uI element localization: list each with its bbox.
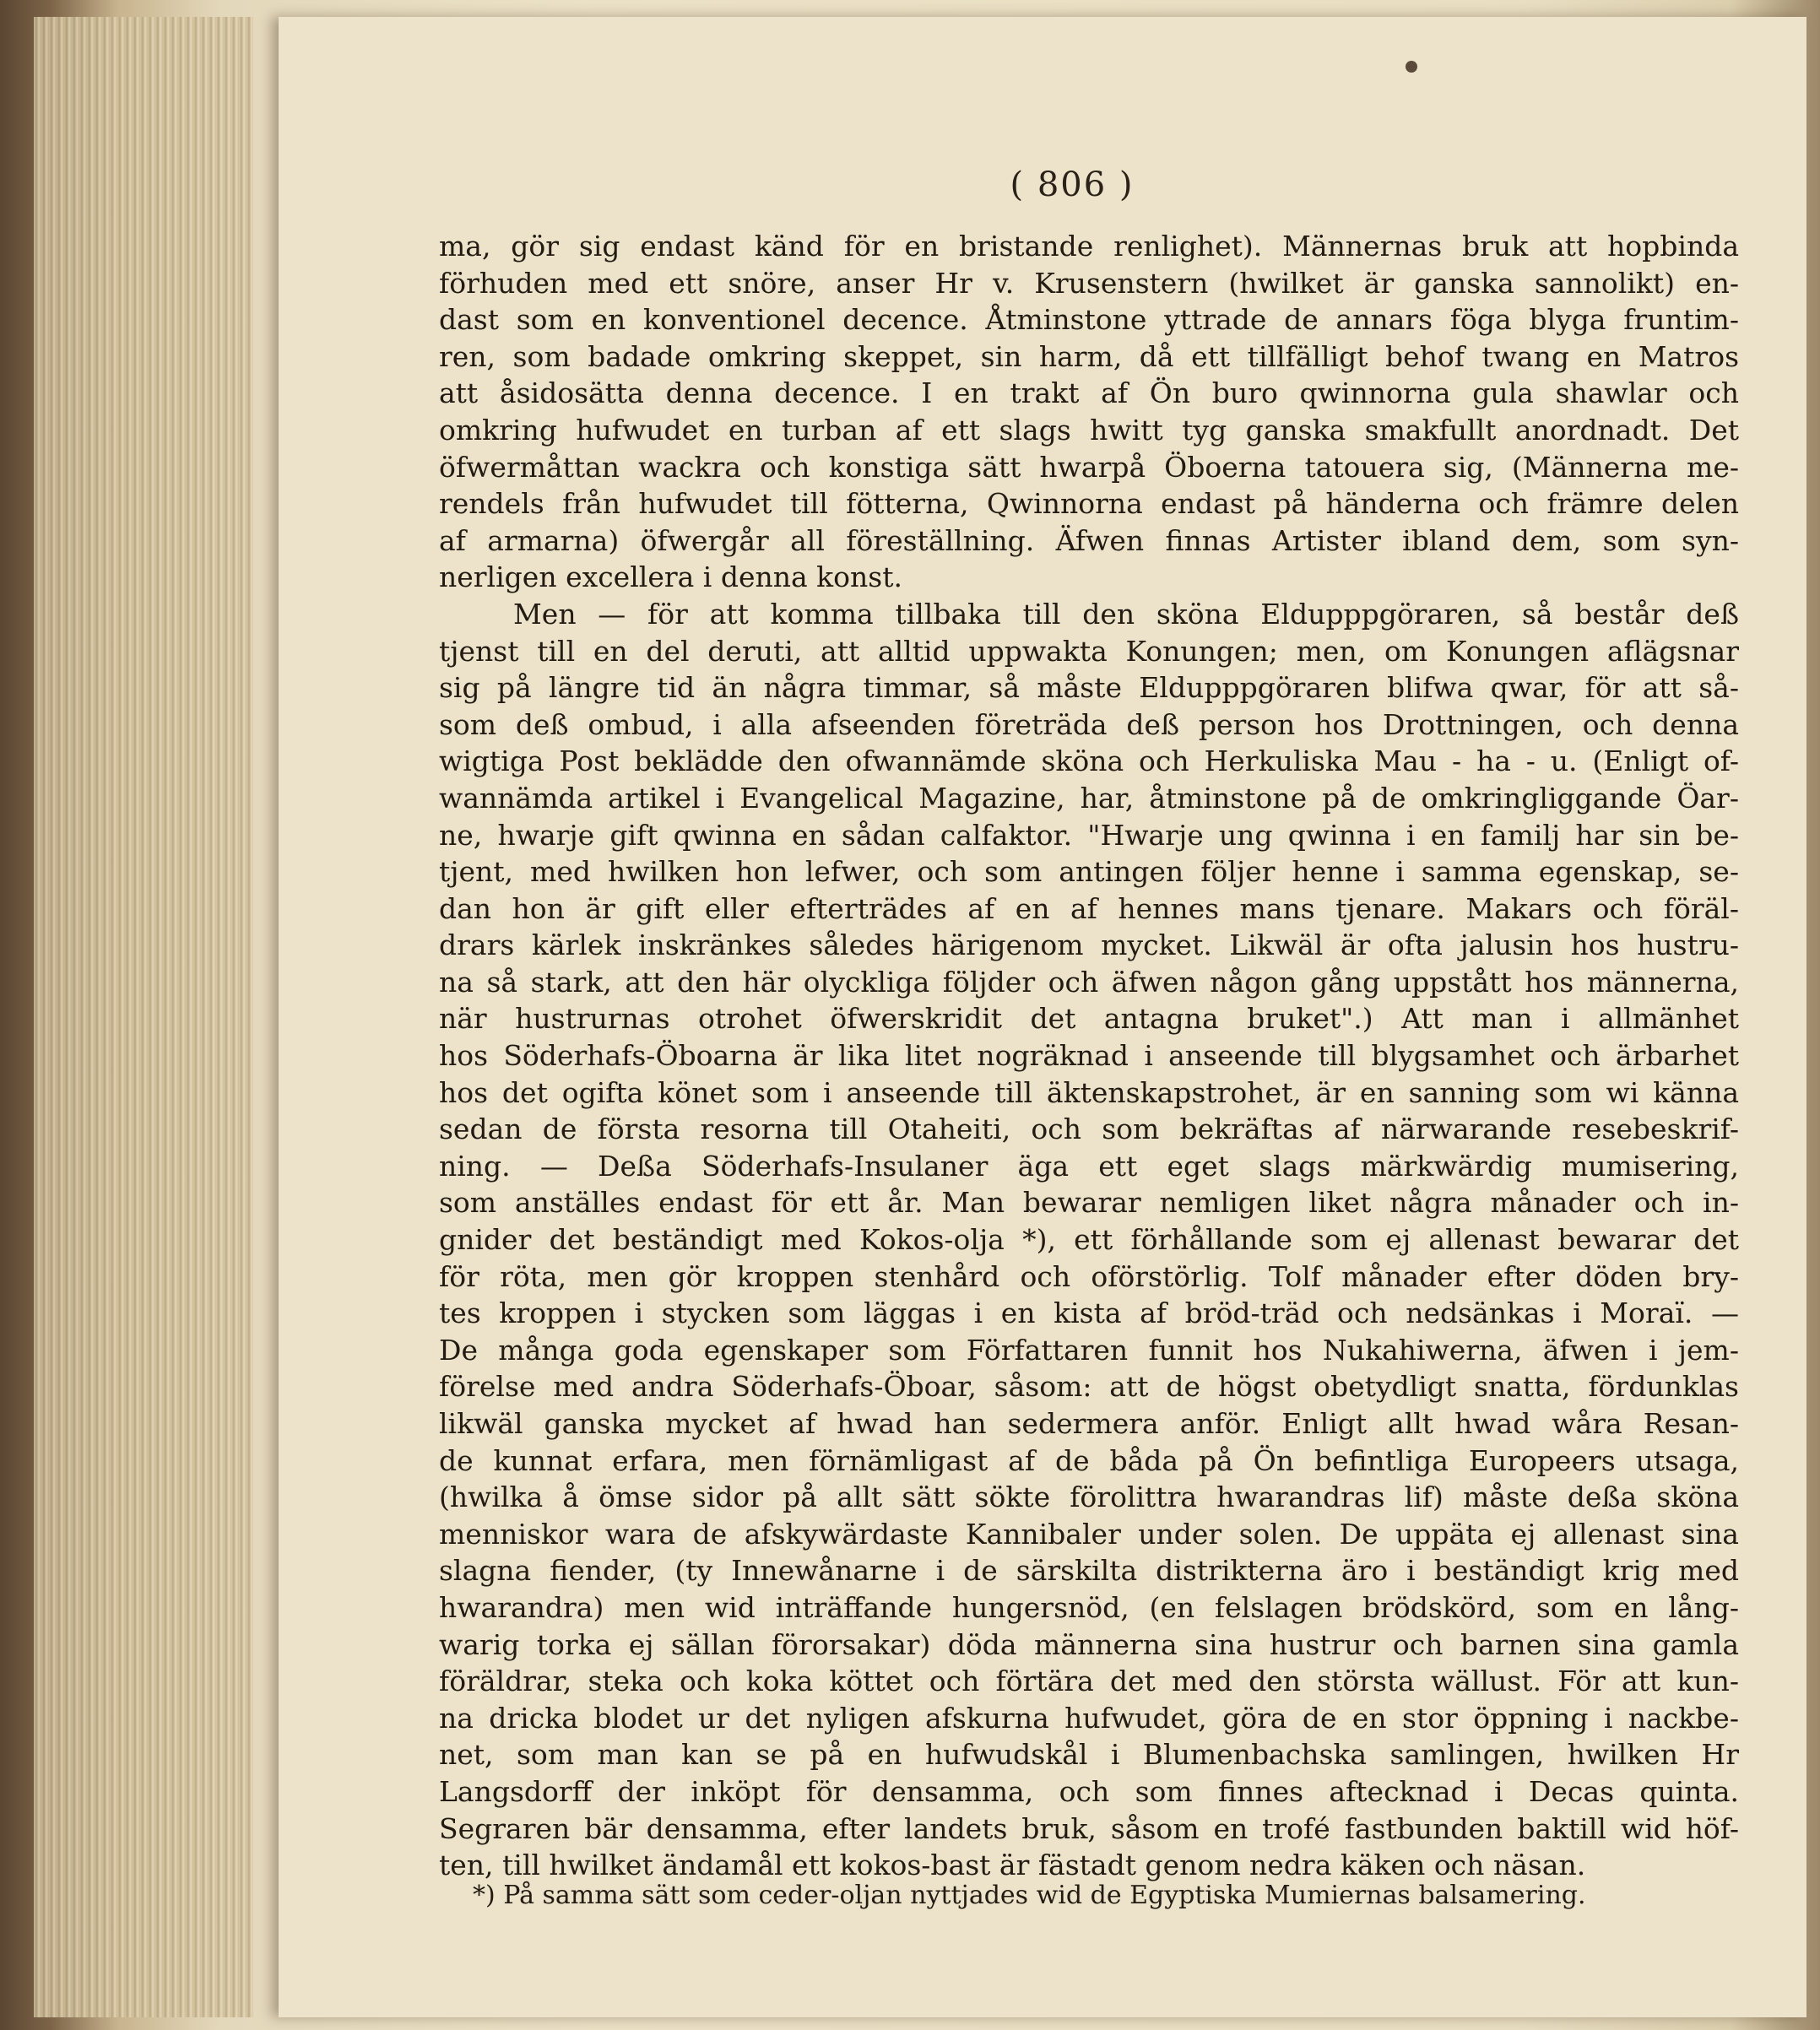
text-line: Langsdorff der inköpt för densamma, och som finnes aftecknad i Decas quinta. <box>439 1774 1739 1808</box>
text-line: net, som man kan se på en hufwudskål i Blumenbachska samlingen, hwilken Hr <box>439 1738 1739 1772</box>
text-line: tjent, med hwilken hon lefwer, och som antingen följer henne i samma egenskap, se- <box>439 855 1739 889</box>
text-line: föräldrar, steka och koka köttet och förtära det med den största wällust. För att kun- <box>439 1665 1739 1698</box>
text-line: ren, som badade omkring skeppet, sin harm, då ett tillfälligt behof twang en Matros <box>439 339 1739 373</box>
footnote: *) På samma sätt som ceder-oljan nyttjades wid de Egyptiska Mumiernas balsamering. <box>473 1881 1586 1910</box>
page-number-header: ( 806 ) <box>1010 165 1135 204</box>
text-line: Men — för att komma tillbaka till den sköna Eldupppgöraren, så består deß <box>513 597 1739 631</box>
text-line: hos det ogifta könet som i anseende till äktenskapstrohet, är en sanning som wi känna <box>439 1075 1739 1109</box>
text-line: sig på längre tid än några timmar, så måste Eldupppgöraren blifwa qwar, för att så- <box>439 671 1739 705</box>
text-line: när hustrurnas otrohet öfwerskridit det antagna bruket".) Att man i allmänhet <box>439 1002 1739 1036</box>
text-line: att åsidosätta denna decence. I en trakt af Ön buro qwinnorna gula shawlar och <box>439 376 1739 410</box>
text-line: ne, hwarje gift qwinna en sådan calfaktor. "Hwarje ung qwinna i en familj har sin be- <box>439 818 1739 852</box>
text-line: sedan de första resorna till Otaheiti, och som bekräftas af närwarande resebeskrif- <box>439 1112 1739 1146</box>
text-line: gnider det beständigt med Kokos-olja *), ett förhållande som ej allenast bewarar det <box>439 1223 1739 1257</box>
page-edges <box>34 17 253 2017</box>
text-line: som deß ombud, i alla afseenden företräda deß person hos Drottningen, och denna <box>439 707 1739 741</box>
text-line: af armarna) öfwergår all föreställning. Äfwen finnas Artister ibland dem, som syn- <box>439 523 1739 557</box>
text-line: ma, gör sig endast känd för en bristande renlighet). Männernas bruk att hopbinda <box>439 230 1739 263</box>
text-line: förhuden med ett snöre, anser Hr v. Krusenstern (hwilket är ganska sannolikt) en- <box>439 266 1739 300</box>
text-line: warig torka ej sällan förorsakar) döda männerna sina hustrur och barnen sina gamla <box>439 1627 1739 1661</box>
text-line: tjenst till en del deruti, att alltid uppwakta Konungen; men, om Konungen aflägsnar <box>439 634 1739 668</box>
text-line: hwarandra) men wid inträffande hungersnöd, (en felslagen brödskörd, som en lång- <box>439 1590 1739 1624</box>
text-line: wigtiga Post beklädde den ofwannämde sköna och Herkuliska Mau - ha - u. (Enligt of- <box>439 744 1739 778</box>
text-line: ning. — Deßa Söderhafs-Insulaner äga ett eget slags märkwärdig mumisering, <box>439 1149 1739 1183</box>
text-line: omkring hufwudet en turban af ett slags hwitt tyg ganska smakfullt anordnadt. Det <box>439 413 1739 447</box>
text-line: rendels från hufwudet till fötterna, Qwinnorna endast på händerna och främre delen <box>439 487 1739 521</box>
text-line: förelse med andra Söderhafs-Öboar, såsom: att de högst obetydligt snatta, fördunklas <box>439 1370 1739 1404</box>
text-line: hos Söderhafs-Öboarna är lika litet nogräknad i anseende till blygsamhet och ärbarhet <box>439 1039 1739 1073</box>
text-line: öfwermåttan wackra och konstiga sätt hwarpå Öboerna tatouera sig, (Männerna me- <box>439 450 1739 484</box>
text-line: tes kroppen i stycken som läggas i en kista af bröd-träd och nedsänkas i Moraï. — <box>439 1296 1739 1330</box>
text-line: som anställes endast för ett år. Man bewarar nemligen liket några månader och in- <box>439 1186 1739 1220</box>
text-line: ten, till hwilket ändamål ett kokos-bast är fästadt genom nedra käken och näsan. <box>439 1849 1586 1882</box>
ink-spot <box>1406 61 1417 73</box>
text-line: nerligen excellera i denna konst. <box>439 560 902 594</box>
text-line: Segraren bär densamma, efter landets bruk, såsom en trofé fastbunden baktill wid höf- <box>439 1811 1739 1845</box>
text-line: dan hon är gift eller efterträdes af en af hennes mans tjenare. Makars och föräl- <box>439 891 1739 925</box>
text-line: likwäl ganska mycket af hwad han sedermera anför. Enligt allt hwad wåra Resan- <box>439 1407 1739 1440</box>
text-line: dast som en konventionel decence. Åtminstone yttrade de annars föga blyga fruntim- <box>439 303 1739 337</box>
text-line: de kunnat erfara, men förnämligast af de båda på Ön befintliga Europeers utsaga, <box>439 1443 1739 1477</box>
body-text <box>439 228 1739 1884</box>
text-line: slagna fiender, (ty Innewånarne i de särskilta distrikterna äro i beständigt krig med <box>439 1554 1739 1588</box>
text-line: för röta, men gör kroppen stenhård och oförstörlig. Tolf månader efter döden bry- <box>439 1259 1739 1293</box>
text-line: De många goda egenskaper som Författaren funnit hos Nukahiwerna, äfwen i jem- <box>439 1333 1739 1367</box>
text-line: drars kärlek inskränkes således härigenom mycket. Likwäl är ofta jalusin hos hustru- <box>439 928 1739 962</box>
text-line: menniskor wara de afskywärdaste Kannibaler under solen. De uppäta ej allenast sina <box>439 1517 1739 1551</box>
text-line: na dricka blodet ur det nyligen afskurna hufwudet, göra de en stor öppning i nackbe- <box>439 1701 1739 1735</box>
text-line: na så stark, att den här olyckliga följder och äfwen någon gång uppstått hos männerna, <box>439 965 1739 999</box>
text-line: wannämda artikel i Evangelical Magazine, har, åtminstone på de omkringliggande Öar- <box>439 781 1739 815</box>
text-line: (hwilka å ömse sidor på allt sätt sökte förolittra hwarandras lif) måste deßa sköna <box>439 1481 1739 1514</box>
